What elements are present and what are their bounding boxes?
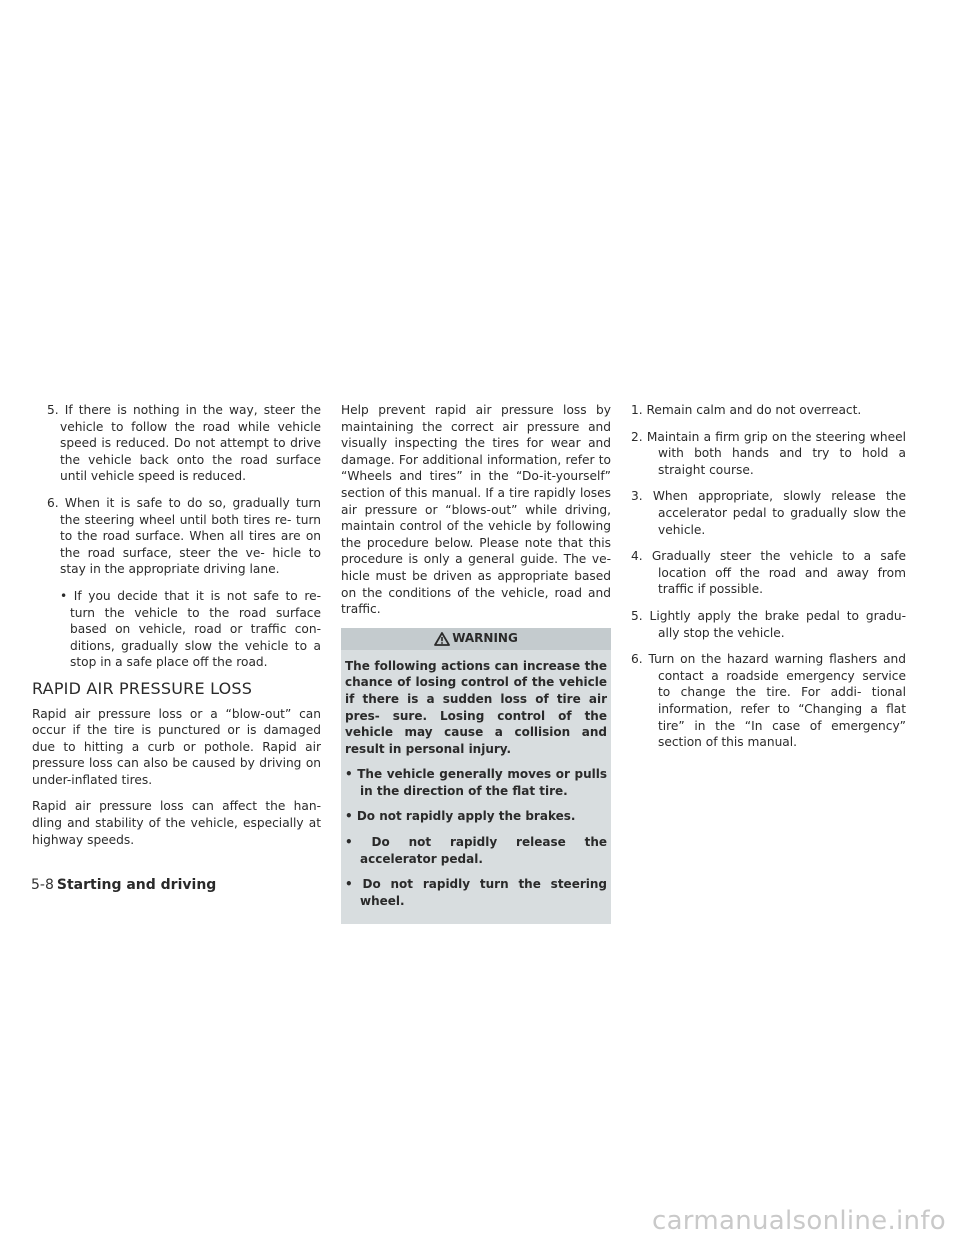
paragraph-handling: Rapid air pressure loss can affect the han- dling and stability of the vehicle, especially at highway speeds. xyxy=(32,799,321,847)
procedure-step-6: 6. Turn on the hazard warning flashers and contact a roadside emergency service to change the tire. For addi- tional information, refer to “Changing a flat tire” in the “In case of emergency” section of this manual. xyxy=(631,652,906,750)
procedure-step-4: 4. Gradually steer the vehicle to a safe location off the road and away from traffic if possible. xyxy=(631,549,906,597)
watermark[interactable]: carmanualsonline.info xyxy=(651,1206,946,1236)
section-heading: RAPID AIR PRESSURE LOSS xyxy=(32,678,253,698)
page-number: 5-8 xyxy=(31,877,54,893)
warning-bullet-2: • Do not rapidly apply the brakes. xyxy=(345,809,576,824)
procedure-step-5: 5. Lightly apply the brake pedal to gradu- ally stop the vehicle. xyxy=(631,608,906,640)
warning-title: WARNING xyxy=(452,631,518,646)
warning-body xyxy=(341,650,611,910)
warning-intro: The following actions can increase the chance of losing control of the vehicle if there is a sudden loss of tire air pres- sure. Losing control of the vehicle may cause a collision and result in personal injury. xyxy=(345,658,607,756)
procedure-step-3: 3. When appropriate, slowly release the accelerator pedal to gradually slow the vehicle. xyxy=(631,489,906,537)
paragraph-blowout: Rapid air pressure loss or a “blow-out” can occur if the tire is punctured or is damaged due to hitting a curb or pothole. Rapid air pressure loss can also be caused by driving on under-inflated tires. xyxy=(32,706,321,787)
page-footer xyxy=(31,877,216,893)
step-6: 6. When it is safe to do so, gradually turn the steering wheel until both tires re- turn to the road surface. When all tires are on the road surface, steer the ve- hicle to stay in the appropriate driving lane. xyxy=(47,495,321,577)
step-6-bullet: • If you decide that it is not safe to re- turn the vehicle to the road surface based on vehicle, road or traffic con- ditions, gradually slow the vehicle to a stop in a safe place off the road. xyxy=(60,588,321,670)
column-right xyxy=(631,402,906,761)
column-left xyxy=(32,402,321,858)
warning-header xyxy=(341,628,611,650)
warning-bullet-1: • The vehicle generally moves or pulls in the direction of the flat tire. xyxy=(345,767,607,798)
warning-box xyxy=(341,628,611,925)
step-5: 5. If there is nothing in the way, steer the vehicle to follow the road while vehicle speed is reduced. Do not attempt to drive the vehicle back onto the road surface until vehicle speed is reduced. xyxy=(47,403,321,484)
paragraph-prevent: Help prevent rapid air pressure loss by maintaining the correct air pressure and visually inspecting the tires for wear and damage. For additional information, refer to “Wheels and tires” in the “Do-it-yourself” section of this manual. If a tire rapidly loses air pressure or “blows-out” while driving, maintain control of the vehicle by following the procedure below. Please note that this procedure is only a general guide. The ve- hicle must be driven as appropriate based on the conditions of the vehicle, road and traffic. xyxy=(341,403,611,617)
procedure-step-2: 2. Maintain a firm grip on the steering wheel with both hands and try to hold a straight course. xyxy=(631,429,906,477)
warning-bullet-4: • Do not rapidly turn the steering wheel. xyxy=(345,877,607,908)
warning-triangle-icon xyxy=(434,632,450,646)
warning-bullet-3: • Do not rapidly release the accelerator pedal. xyxy=(345,835,607,866)
procedure-step-1: 1. Remain calm and do not overreact. xyxy=(631,403,862,417)
chapter-title: Starting and driving xyxy=(56,877,217,893)
column-middle xyxy=(341,402,611,924)
